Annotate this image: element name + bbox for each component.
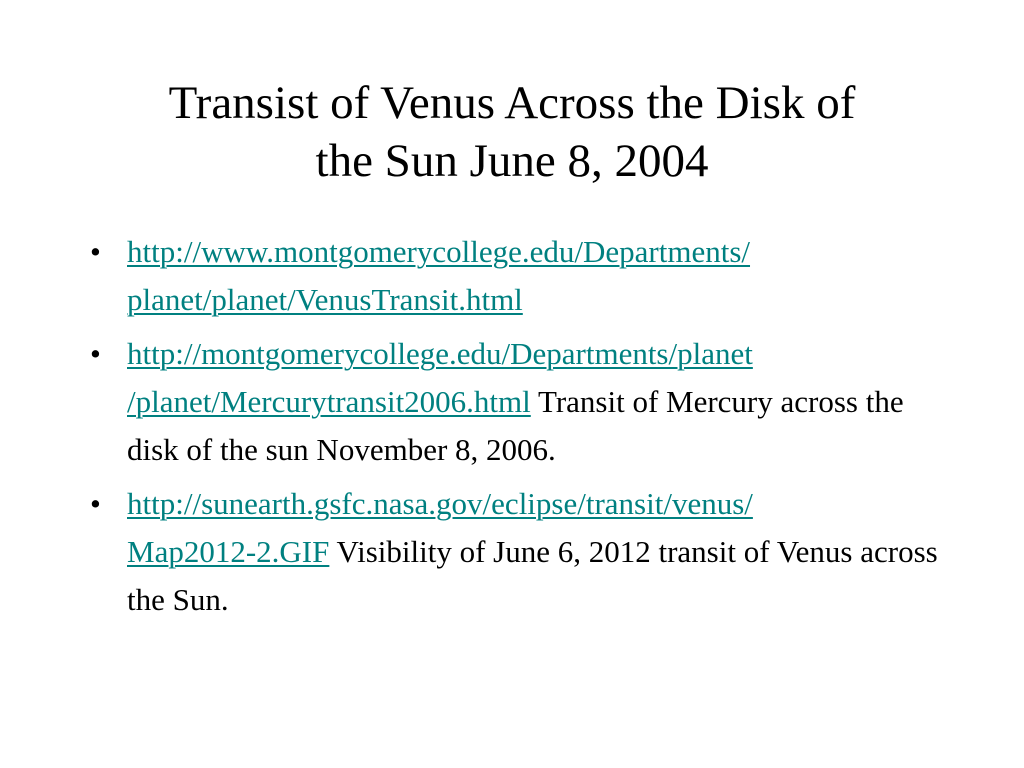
visibility-map-link-line-1: http://sunearth.gsfc.nasa.gov/eclipse/transit/venus/ bbox=[127, 486, 753, 521]
visibility-map-link-line-2: Map2012-2.GIF bbox=[127, 534, 330, 569]
slide-title-line-1: Transist of Venus Across the Disk of bbox=[168, 77, 856, 129]
bullet-item-venus-transit-2012 bbox=[82, 480, 952, 624]
slide-title-line-2: the Sun June 8, 2004 bbox=[315, 135, 709, 187]
slide-title bbox=[60, 74, 964, 190]
bullet-item-venus-transit-2004 bbox=[82, 228, 952, 324]
bullet-icon: • bbox=[90, 486, 101, 521]
bullet-item-mercury-transit-2006 bbox=[82, 330, 952, 474]
mercury-transit-link-line-1: http://montgomerycollege.edu/Departments/planet bbox=[127, 336, 753, 371]
venus-transit-link-line-2: planet/planet/VenusTransit.html bbox=[127, 282, 523, 317]
venus-transit-link-line-1: http://www.montgomerycollege.edu/Departments/ bbox=[127, 234, 751, 269]
bullet-list bbox=[82, 228, 952, 630]
bullet-icon: • bbox=[90, 234, 101, 269]
mercury-transit-link-line-2: /planet/Mercurytransit2006.html bbox=[127, 384, 531, 419]
visibility-map-description: Visibility of June 6, 2012 transit of Venus across the Sun. bbox=[127, 534, 938, 617]
mercury-transit-description: Transit of Mercury across the disk of the sun November 8, 2006. bbox=[127, 384, 904, 467]
bullet-icon: • bbox=[90, 336, 101, 371]
venus-transit-link[interactable] bbox=[127, 228, 952, 317]
